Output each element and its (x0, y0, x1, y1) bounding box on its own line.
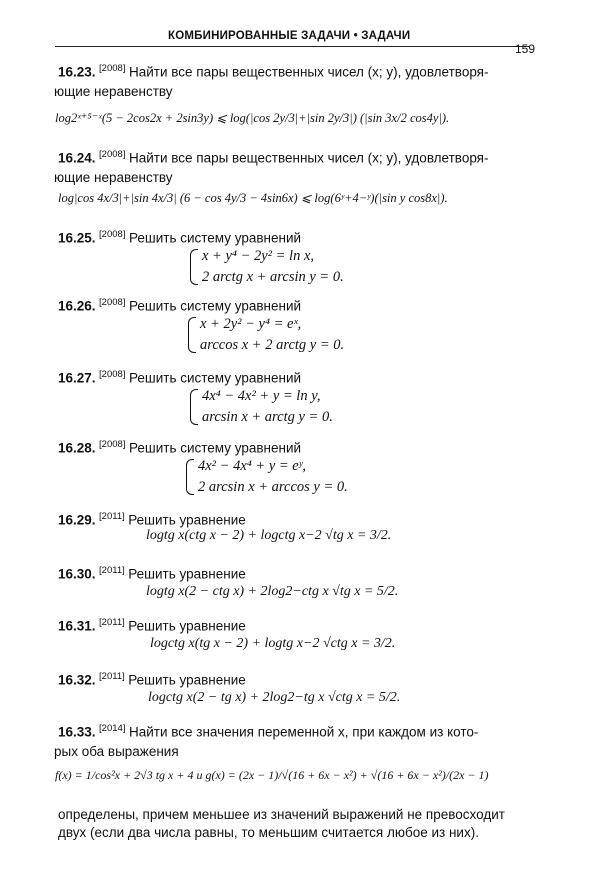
problem-text: Найти все пары вещественных чисел (x; y), удовлетворя- (128, 150, 489, 166)
problem-formula: logctg x(2 − tg x) + 2log2−tg x √ctg x = 5/2. (148, 690, 401, 705)
problem-number: 16.30. (58, 566, 96, 582)
problem-text: Найти все значения переменной x, при каждом из кото- (128, 724, 479, 740)
problem-text: Решить систему уравнений (128, 230, 302, 246)
problem-number: 16.29. (58, 512, 96, 528)
header-rule (55, 46, 530, 47)
problem-year: [2008] (99, 297, 126, 308)
running-header: КОМБИНИРОВАННЫЕ ЗАДАЧИ • ЗАДАЧИ (168, 30, 411, 42)
problem-text: Решить уравнение (128, 512, 246, 528)
problem-year: [2008] (99, 63, 126, 74)
problem-year: [2011] (99, 511, 125, 522)
equation-system (190, 246, 344, 288)
problem-number: 16.33. (58, 724, 96, 740)
problem-16-30 (58, 562, 530, 585)
problem-year: [2014] (99, 723, 126, 734)
system-line: arcsin x + arctg y = 0. (202, 409, 333, 425)
problem-text: Решить систему уравнений (128, 298, 302, 314)
page-number: 159 (514, 42, 535, 56)
problem-number: 16.31. (58, 618, 96, 634)
system-line: 4x⁴ − 4x² + y = ln y, (202, 388, 321, 404)
problem-year: [2011] (99, 671, 125, 682)
problem-year: [2011] (99, 565, 125, 576)
tail-line: определены, причем меньшее из значений выражений не превосходит (58, 807, 505, 822)
problem-text: Решить уравнение (128, 672, 246, 688)
problem-year: [2008] (99, 149, 126, 160)
problem-number: 16.24. (58, 150, 96, 166)
problem-text: Найти все пары вещественных чисел (x; y), удовлетворя- (128, 64, 489, 80)
equation-system (190, 386, 333, 428)
problem-year: [2008] (99, 369, 126, 380)
problem-formula: log2ˣ⁺⁵⁻ˣ(5 − 2cos2x + 2sin3y) ⩽ log(|cos 2y/3|+|sin 2y/3|) (|sin 3x/2 cos4y|). (55, 111, 450, 125)
problem-16-31 (58, 614, 530, 637)
problem-number: 16.27. (58, 370, 96, 386)
problem-16-33 (54, 720, 530, 761)
problem-year: [2008] (99, 439, 126, 450)
system-line: x + y⁴ − 2y² = ln x, (202, 248, 315, 264)
problem-16-24 (54, 146, 530, 187)
problem-number: 16.32. (58, 672, 96, 688)
problem-16-23 (54, 60, 530, 101)
equation-system (188, 314, 344, 356)
equation-system (186, 456, 348, 498)
system-line: x + 2y² − y⁴ = eˣ, (200, 316, 302, 332)
system-line: arccos x + 2 arctg y = 0. (200, 337, 345, 353)
problem-number: 16.26. (58, 298, 96, 314)
problem-number: 16.28. (58, 440, 96, 456)
problem-16-32 (58, 668, 530, 691)
problem-16-33-tail (58, 806, 530, 842)
problem-number: 16.25. (58, 230, 96, 246)
problem-text: Решить систему уравнений (128, 370, 302, 386)
problem-formula: log|cos 4x/3|+|sin 4x/3| (6 − cos 4y/3 − 4sin6x) ⩽ log(6ʸ+4−ʸ)(|sin y cos8x|). (58, 191, 448, 205)
tail-line: двух (если два числа равны, то меньшим считается любое из них). (58, 825, 479, 840)
problem-year: [2008] (99, 229, 126, 240)
problem-text-cont: ющие неравенству (54, 169, 173, 185)
problem-formula: logtg x(ctg x − 2) + logctg x−2 √tg x = 3/2. (146, 528, 392, 543)
problem-text-cont: ющие неравенству (54, 83, 173, 99)
problem-text: Решить уравнение (128, 618, 246, 634)
problem-year: [2011] (99, 617, 125, 628)
system-line: 2 arctg x + arcsin y = 0. (202, 269, 344, 285)
problem-formula: f(x) = 1/cos²x + 2√3 tg x + 4 и g(x) = (2x − 1)/√(16 + 6x − x²) + √(16 + 6x − x²)/(2x − 1) (55, 768, 489, 782)
problem-formula: logtg x(2 − ctg x) + 2log2−ctg x √tg x = 5/2. (146, 584, 399, 599)
problem-text-cont: рых оба выражения (54, 743, 179, 759)
system-line: 2 arcsin x + arccos y = 0. (198, 479, 348, 495)
problem-text: Решить систему уравнений (128, 440, 302, 456)
problem-formula: logctg x(tg x − 2) + logtg x−2 √ctg x = 3/2. (150, 636, 396, 651)
problem-text: Решить уравнение (128, 566, 246, 582)
system-line: 4x² − 4x⁴ + y = eʸ, (198, 458, 307, 474)
problem-number: 16.23. (58, 64, 96, 80)
